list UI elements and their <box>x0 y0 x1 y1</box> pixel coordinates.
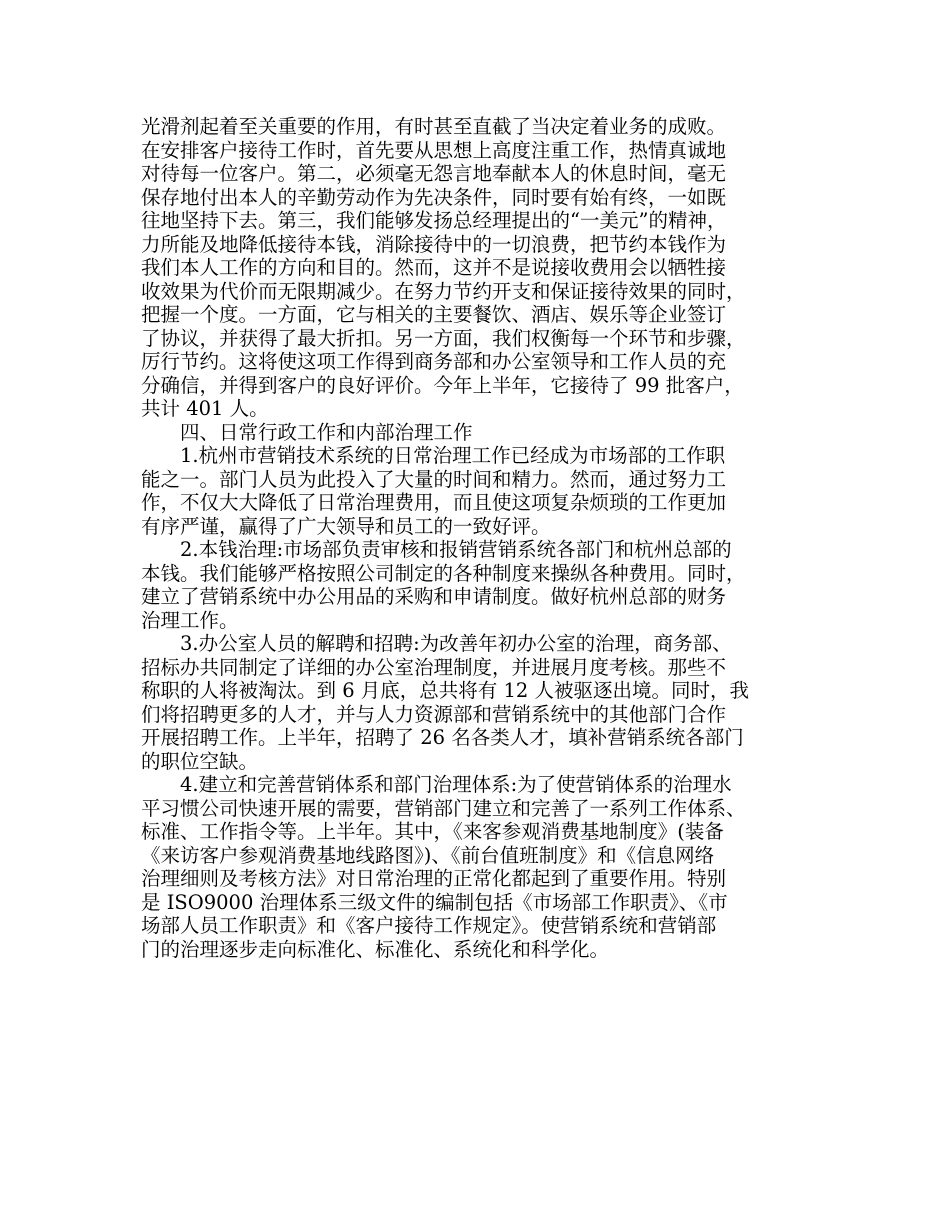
text-line: 《来访客户参观消费基地线路图》)、《前台值班制度》和《信息网络 <box>141 843 715 867</box>
text-line: 我们本人工作的方向和目的。然而，这并不是说接收费用会以牺牲接 <box>141 256 727 279</box>
text-line: 是 ISO9000 治理体系三级文件的编制包括《市场部工作职责》、《市 <box>141 890 728 914</box>
text-line: 光滑剂起着至关重要的作用，有时甚至直截了当决定着业务的成败。 <box>141 115 727 138</box>
document-body <box>141 115 809 961</box>
text-line: 保存地付出本人的辛勤劳动作为先决条件，同时要有始有终，一如既 <box>141 185 727 209</box>
text-line: 四、日常行政工作和内部治理工作 <box>180 420 473 444</box>
text-line: 把握一个度。一方面，它与相关的主要餐饮、酒店、娱乐等企业签订 <box>141 303 727 326</box>
text-line: 的职位空缺。 <box>141 749 259 773</box>
text-line: 力所能及地降低接待本钱，消除接待中的一切浪费，把节约本钱作为 <box>141 232 727 256</box>
text-line: 建立了营销系统中办公用品的采购和申请制度。做好杭州总部的财务 <box>141 585 727 608</box>
text-line: 厉行节约。这将使这项工作得到商务部和办公室领导和工作人员的充 <box>141 350 727 373</box>
text-line: 2.本钱治理:市场部负责审核和报销营销系统各部门和杭州总部的 <box>180 538 732 561</box>
text-line: 们将招聘更多的人才，并与人力资源部和营销系统中的其他部门合作 <box>141 702 727 726</box>
text-line: 平习惯公司快速开展的需要，营销部门建立和完善了一系列工作体系、 <box>141 796 746 820</box>
text-line: 对待每一位客户。第二，必须毫无怨言地奉献本人的休息时间，毫无 <box>141 162 727 185</box>
text-line: 作，不仅大大降低了日常治理费用，而且使这项复杂烦琐的工作更加 <box>141 491 727 514</box>
text-line: 分确信，并得到客户的良好评价。今年上半年，它接待了 99 批客户， <box>141 373 744 397</box>
text-line: 治理细则及考核方法》对日常治理的正常化都起到了重要作用。特别 <box>141 867 727 890</box>
text-line: 招标办共同制定了详细的办公室治理制度，并进展月度考核。那些不 <box>141 655 727 679</box>
text-line: 共计 401 人。 <box>141 397 269 420</box>
text-line: 有序严谨，赢得了广大领导和员工的一致好评。 <box>141 514 551 538</box>
text-line: 1.杭州市营销技术系统的日常治理工作已经成为市场部的工作职 <box>180 444 726 467</box>
text-line: 4.建立和完善营销体系和部门治理体系:为了使营销体系的治理水 <box>180 773 732 796</box>
text-line: 在安排客户接待工作时，首先要从思想上高度注重工作，热情真诚地 <box>141 138 727 162</box>
text-line: 能之一。部门人员为此投入了大量的时间和精力。然而，通过努力工 <box>141 467 727 491</box>
text-line: 本钱。我们能够严格按照公司制定的各种制度来操纵各种费用。同时， <box>141 561 746 585</box>
text-line: 门的治理逐步走向标准化、标准化、系统化和科学化。 <box>141 937 610 961</box>
text-line: 收效果为代价而无限期减少。在努力节约开支和保证接待效果的同时， <box>141 279 746 303</box>
text-line: 治理工作。 <box>141 608 239 632</box>
text-line: 称职的人将被淘汰。到 6 月底，总共将有 12 人被驱逐出境。同时，我 <box>141 679 750 702</box>
text-line: 了协议，并获得了最大折扣。另一方面，我们权衡每一个环节和步骤， <box>141 326 746 350</box>
text-line: 3.办公室人员的解聘和招聘:为改善年初办公室的治理，商务部、 <box>180 632 732 655</box>
text-line: 场部人员工作职责》和《客户接待工作规定》。使营销系统和营销部 <box>141 914 717 937</box>
text-line: 往地坚持下去。第三，我们能够发扬总经理提出的“一美元”的精神， <box>141 209 727 232</box>
text-line: 标准、工作指令等。上半年。其中，《来客参观消费基地制度》(装备 <box>141 820 724 843</box>
text-line: 开展招聘工作。上半年，招聘了 26 名各类人才，填补营销系统各部门 <box>141 726 744 749</box>
